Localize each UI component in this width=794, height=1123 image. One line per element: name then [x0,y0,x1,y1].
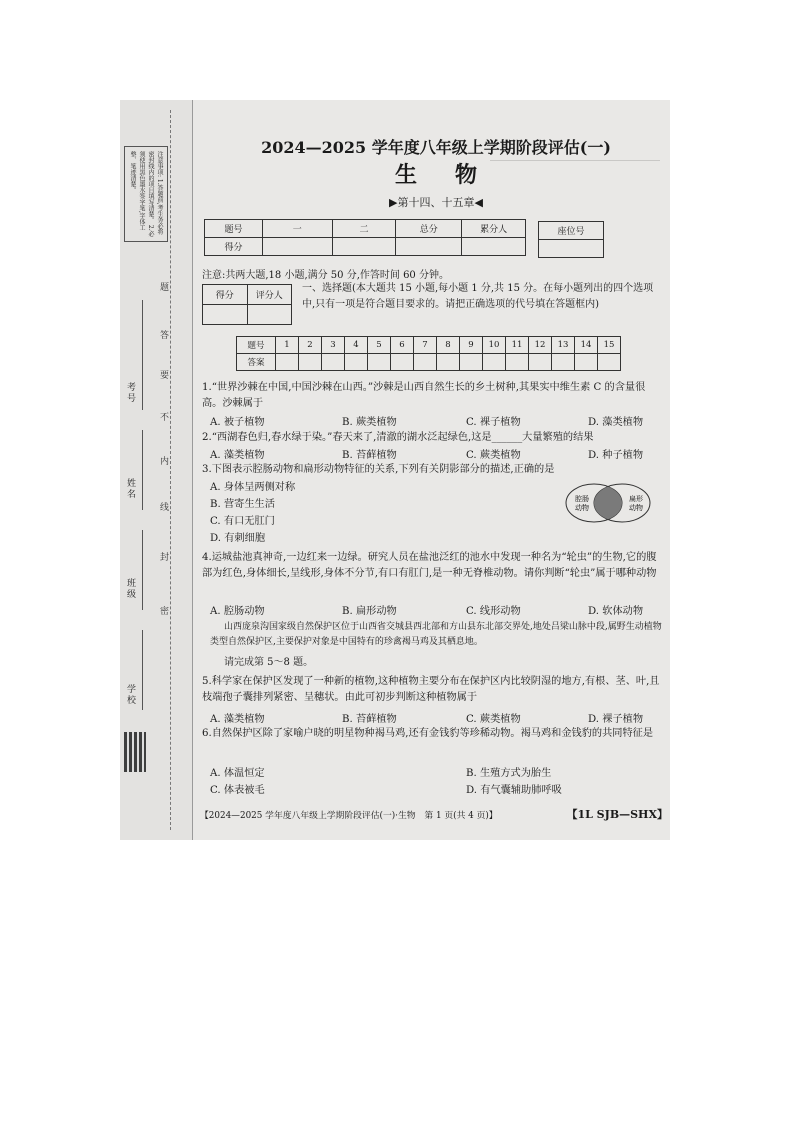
venn-label-left: 动物 [575,504,589,512]
answer-number-cell: 3 [322,337,345,354]
exam-title: 2024—2025 学年度八年级上学期阶段评估(一) [261,138,611,157]
fill-line [142,300,143,410]
answer-input-cell[interactable] [391,354,414,371]
reading-passage: 山西庞泉沟国家级自然保护区位于山西省交城县西北部和方山县东北部交界处,地处吕梁山脉中段,属野生动植物类型自然保护区,主要保护对象是中国特有的珍禽褐马鸡及其栖息地。 [210,622,662,647]
answer-number-cell: 8 [437,337,460,354]
question-5: 5.科学家在保护区发现了一种新的植物,这种植物主要分布在保护区内比较阴湿的地方,有根、茎、叶,且枝端孢子囊排列紧密、呈穗状。由此可初步判断这种植物属于 [202,676,660,703]
answer-number-cell: 7 [414,337,437,354]
answer-input-cell[interactable] [506,354,529,371]
answer-row-label: 答案 [237,354,276,371]
answer-number-cell: 9 [460,337,483,354]
option[interactable]: C. 有口无肛门 [210,516,275,527]
question-3-options [210,479,295,547]
score-cell: 题号 [205,220,263,238]
exam-notice: 注意:共两大题,18 小题,满分 50 分,作答时间 60 分钟。 [202,270,449,281]
answer-number-cell: 13 [552,337,575,354]
binding-strip [120,100,193,840]
option[interactable]: D. 藻类植物 [588,417,644,428]
option[interactable]: A. 藻类植物 [210,714,265,725]
answer-input-cell[interactable] [414,354,437,371]
question-3: 3.下图表示腔肠动物和扁形动物特征的关系,下列有关阴影部分的描述,正确的是 [202,464,555,475]
answer-number-cell: 1 [276,337,299,354]
answer-number-cell: 4 [345,337,368,354]
option[interactable]: B. 苔藓植物 [342,714,397,725]
chapter-range: ▶第十四、十五章◀ [389,196,483,209]
subject-title: 生物 [394,162,515,188]
score-input[interactable] [396,238,462,256]
binding-notice: 注意事项: 1.答题前,考生务必将密封线内的项目填写清楚。 2.必须使用黑色墨水签字笔,字体工整、笔迹清楚。 [129,151,163,237]
option[interactable]: A. 身体呈两侧对称 [210,482,296,493]
answer-number-cell: 14 [575,337,598,354]
seal-char: 题 [160,283,170,293]
field-xuexiao: 学校 [125,684,135,706]
answer-input-cell[interactable] [552,354,575,371]
score-cell: 二 [332,220,396,238]
seal-line [170,110,171,830]
option[interactable]: A. 被子植物 [210,417,265,428]
option[interactable]: B. 营寄生生活 [210,499,275,510]
seal-char: 不 [160,413,170,423]
answer-number-cell: 10 [483,337,506,354]
grader-cell: 评分人 [247,285,292,305]
option[interactable]: D. 有刺细胞 [210,533,266,544]
venn-label-right: 动物 [629,504,643,512]
option[interactable]: C. 蕨类植物 [466,450,521,461]
fill-line [142,630,143,710]
question-5-options [210,710,666,725]
question-4-options [210,602,666,617]
seal-char: 线 [160,503,170,513]
answer-input-cell[interactable] [575,354,598,371]
fill-line [142,430,143,510]
option[interactable]: C. 体表被毛 [210,785,265,796]
answer-table [236,336,621,371]
field-kaohao: 考号 [125,382,135,404]
question-2-options [210,446,666,461]
option[interactable]: B. 蕨类植物 [342,417,397,428]
option[interactable]: C. 裸子植物 [466,417,521,428]
grader-box [202,284,292,325]
score-cell: 一 [262,220,332,238]
option[interactable]: C. 线形动物 [466,606,521,617]
answer-input-cell[interactable] [299,354,322,371]
option[interactable]: A. 腔肠动物 [210,606,265,617]
option[interactable]: D. 种子植物 [588,450,644,461]
seat-table [538,221,604,258]
score-input[interactable] [462,238,526,256]
seat-input[interactable] [539,240,604,258]
option[interactable]: D. 裸子植物 [588,714,644,725]
question-6: 6.自然保护区除了家喻户晓的明星物种褐马鸡,还有金钱豹等珍稀动物。褐马鸡和金钱豹的共同特征是 [202,728,654,739]
grader-cell: 得分 [203,285,248,305]
answer-input-cell[interactable] [368,354,391,371]
page-content [200,100,670,840]
seal-char: 内 [160,457,170,467]
field-xingming: 姓名 [125,478,135,500]
answer-number-cell: 12 [529,337,552,354]
footer-info: 【2024—2025 学年度八年级上学期阶段评估(一)·生物 第 1 页(共 4 页)】 [200,811,498,821]
exam-paper-photo [120,100,670,840]
option[interactable]: A. 体温恒定 [210,768,265,779]
score-cell: 总分 [396,220,462,238]
field-banji: 班级 [125,578,135,600]
answer-input-cell[interactable] [598,354,621,371]
passage-instruction: 请完成第 5～8 题。 [224,657,314,668]
question-4: 4.运城盐池真神奇,一边红来一边绿。研究人员在盐池泛红的池水中发现一种名为“轮虫”的生物,它的腹部为红色,身体细长,呈线形,身体不分节,有口有肛门,是一种无脊椎动物。请你判断“轮虫”属于哪种动物 [202,552,657,579]
option[interactable]: B. 扁形动物 [342,606,397,617]
seal-char: 要 [160,371,170,381]
answer-input-cell[interactable] [276,354,299,371]
question-6-options-row2 [210,781,666,796]
question-6-options-row1 [210,764,666,779]
grader-input[interactable] [203,305,248,325]
answer-number-cell: 15 [598,337,621,354]
answer-row-label: 题号 [237,337,276,354]
option[interactable]: A. 藻类植物 [210,450,265,461]
option[interactable]: D. 软体动物 [588,606,644,617]
question-1: 1.“世界沙棘在中国,中国沙棘在山西。”沙棘是山西自然生长的乡土树种,其果实中维生素 C 的含量很高。沙棘属于 [202,382,646,409]
seal-char: 封 [160,553,170,563]
exam-code: 【1L SJB—SHX】 [566,808,668,821]
seat-label: 座位号 [539,222,604,240]
grader-input[interactable] [247,305,292,325]
venn-label-right: 扁形 [629,495,643,503]
option[interactable]: B. 苔藓植物 [342,450,397,461]
qr-code-icon [124,732,146,772]
score-input[interactable] [332,238,396,256]
section-instructions: 一、选择题(本大题共 15 小题,每小题 1 分,共 15 分。在每小题列出的四个选项中,只有一项是符合题目要求的。请把正确选项的代号填在答题框内) [302,283,654,310]
score-cell: 累分人 [462,220,526,238]
score-input[interactable] [262,238,332,256]
venn-diagram [564,482,654,524]
answer-input-cell[interactable] [460,354,483,371]
answer-input-cell[interactable] [483,354,506,371]
seal-char: 答 [160,331,170,341]
answer-input-cell[interactable] [322,354,345,371]
score-cell: 得分 [205,238,263,256]
answer-input-cell[interactable] [437,354,460,371]
question-1-options [210,413,666,428]
notice-box [124,146,168,242]
seal-char: 密 [160,607,170,617]
answer-number-cell: 6 [391,337,414,354]
score-table [204,219,526,256]
answer-number-cell: 11 [506,337,529,354]
option[interactable]: D. 有气囊辅助肺呼吸 [466,785,562,796]
venn-label-left: 腔肠 [575,495,589,503]
option[interactable]: C. 蕨类植物 [466,714,521,725]
question-2: 2.“西湖春色归,春水绿于染。”春天来了,清澈的湖水泛起绿色,这是______大量繁殖的结果 [202,432,594,443]
answer-number-cell: 5 [368,337,391,354]
answer-number-cell: 2 [299,337,322,354]
answer-input-cell[interactable] [345,354,368,371]
answer-input-cell[interactable] [529,354,552,371]
fill-line [142,530,143,610]
option[interactable]: B. 生殖方式为胎生 [466,768,552,779]
page-footer [200,808,670,821]
